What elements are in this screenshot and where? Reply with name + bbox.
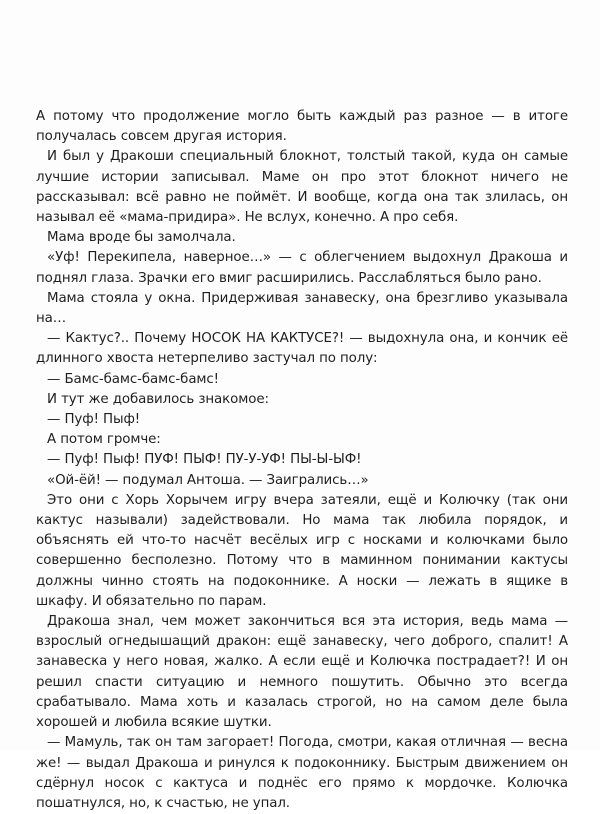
paragraph: — Мамуль, так он там загорает! Погода, смотри, какая отличная — весна же! — выдал Дракоша и ринулся к подоконнику. Быстрым движением он сдёрнул носок с кактуса и поднёс его прямо к мордочке. Колючка пошатнулся, но, к счастью, не упал.: [36, 735, 568, 811]
story-text: [36, 107, 568, 814]
paragraph: «Уф! Перекипела, наверное…» — с облегчением выдохнул Дракоша и поднял глаза. Зрачки его вмиг расширились. Расслабляться было рано.: [36, 250, 568, 286]
paragraph: — Бамс-бамс-бамс-бамс!: [47, 371, 219, 387]
paragraph: И был у Дракоши специальный блокнот, толстый такой, куда он самые лучшие истории записывал. Маме он про этот блокнот ничего не рассказывал: всё равно не поймёт. И вообще, когда она так злилась, он называл её «мама-придира». Не вслух, конечно. А про себя.: [36, 149, 568, 226]
paragraph: Мама вроде бы замолчала.: [47, 230, 236, 246]
paragraph: И тут же добавилось знакомое:: [47, 391, 269, 407]
paragraph: Дракоша знал, чем может закончиться вся эта история, ведь мама — взрослый огнедышащий дракон: ещё занавеску, чего доброго, спалит! А занавеска у него новая, жалко. А если ещё и Колючка пострадает?! И он решил спасти ситуацию и немного пошутить. Обычно это всегда срабатывало. Мама хоть и казалась строгой, но на самом деле была хорошей и любила всякие шутки.: [36, 614, 568, 731]
paragraph: — Кактус?.. Почему НОСОК НА КАКТУСЕ?! — выдохнула она, и кончик её длинного хвоста нетерпеливо застучал по полу:: [36, 331, 568, 367]
paragraph: А потом громче:: [47, 432, 161, 448]
paragraph: Это они с Хорь Хорычем игру вчера затеяли, ещё и Колючку (так они кактус называли) задействовали. Но мама так любила порядок, и объяснять ей что-то насчёт весёлых игр с носками и колючками было совершенно бесполезно. Потому что в маминном понимании кактусы должны чинно стоять на подоконнике. А носки — лежать в ящике в шкафу. И обязательно по парам.: [36, 492, 568, 609]
paragraph: — Пуф! Пыф!: [47, 412, 141, 428]
paragraph: — Пуф! Пыф! ПУФ! ПЫФ! ПУ-У-УФ! ПЫ-Ы-ЫФ!: [47, 452, 362, 468]
paragraph: «Ой-ёй! — подумал Антоша. — Заигрались…»: [47, 472, 369, 488]
paragraph: А потому что продолжение могло быть каждый раз разное — в итоге получалась совсем другая история.: [36, 109, 568, 145]
paragraph: Мама стояла у окна. Придерживая занавеску, она брезгливо указывала на…: [36, 290, 568, 327]
